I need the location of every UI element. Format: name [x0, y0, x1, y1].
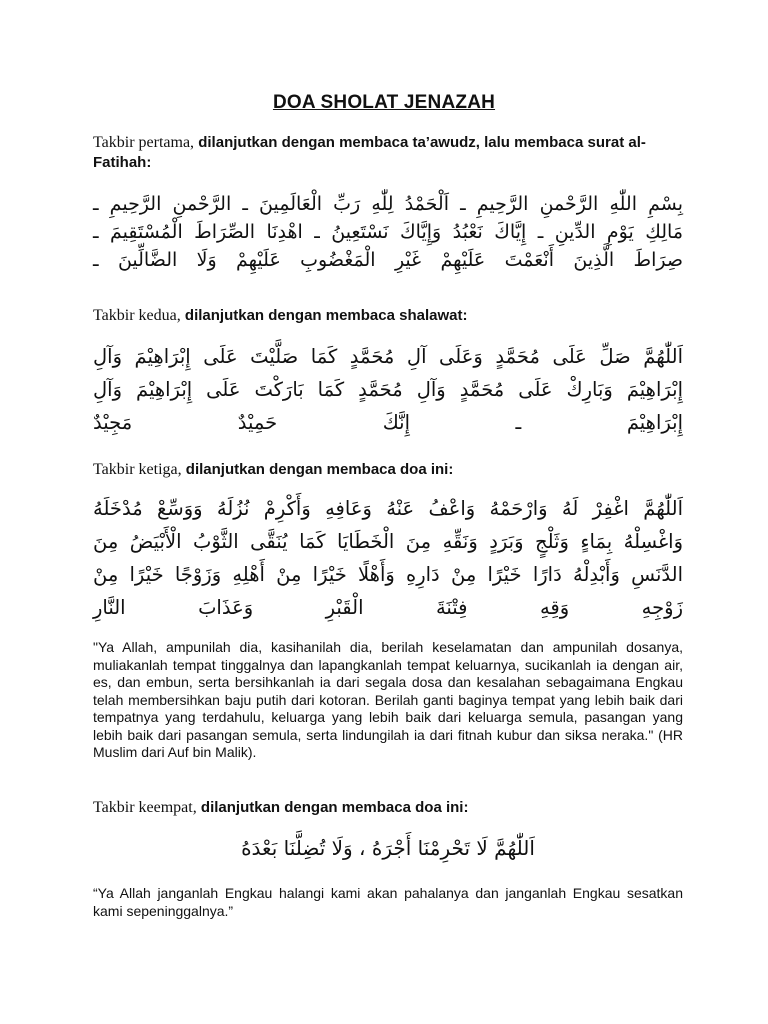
- arabic-line: اَللّٰهُمَّ لَا تَحْرِمْنَا أَجْرَهُ ، وَلَا تُضِلَّنَا بَعْدَهُ: [241, 836, 535, 860]
- takbir-pertama-instruction: dilanjutkan dengan membaca ta’awudz, lalu membaca surat al-Fatihah:: [93, 134, 646, 171]
- takbir-ketiga-instruction: dilanjutkan dengan membaca doa ini:: [181, 461, 454, 478]
- arabic-line: اَللّٰهُمَّ صَلِّ عَلَى مُحَمَّدٍ وَعَلَى آلِ مُحَمَّدٍ كَمَا صَلَّيْتَ عَلَى إِبْرَاهِيْمَ وَآلِ: [93, 345, 683, 368]
- takbir-kedua-heading: [93, 306, 683, 326]
- takbir-kedua-label: Takbir kedua,: [93, 307, 181, 324]
- page-title: DOA SHOLAT JENAZAH: [272, 92, 496, 113]
- takbir-kedua-instruction: dilanjutkan dengan membaca shalawat:: [180, 307, 468, 324]
- arabic-line: إِبْرَاهِيْمَ وَبَارِكْ عَلَى مُحَمَّدٍ وَآلِ مُحَمَّدٍ كَمَا بَارَكْتَ عَلَى إِبْرَاهِيْمَ وَآلِ: [93, 378, 683, 401]
- arabic-line: صِرَاطَ الَّذِينَ أَنْعَمْتَ عَلَيْهِمْ غَيْرِ الْمَغْضُوبِ عَلَيْهِمْ وَلَا الضَّالِّينَ ـ: [93, 249, 683, 271]
- doa-keempat-arabic: [93, 831, 683, 865]
- takbir-ketiga-heading: [93, 460, 683, 480]
- doa-keempat-translation: “Ya Allah janganlah Engkau halangi kami akan pahalanya dan janganlah Engkau sesatkan kami sepeninggalnya.”: [93, 885, 683, 919]
- takbir-ketiga-label: Takbir ketiga,: [93, 461, 182, 478]
- doa-ketiga-translation: "Ya Allah, ampunilah dia, kasihanilah dia, berilah keselamatan dan ampunilah dosanya, muliakanlah tempat tinggalnya dan lapangkanlah tempat keluarnya, sucikanlah ia dengan air, es, dan embun, serta bersihkanlah ia dari segala dosa dan kesalahan sebagaimana Engkau telah membersihkan baju putih dari kotoran. Berilah ganti baginya tempat yang lebih baik dari tempatnya yang terdahulu, keluarga yang lebih baik dari keluarga semula, pasangan yang lebih baik dari pasangan semula, serta lindungilah ia dari fitnah kubur dan siksa neraka." (HR Muslim dari Auf bin Malik).: [93, 639, 683, 760]
- arabic-line: اَللّٰهُمَّ اغْفِرْ لَهُ وَارْحَمْهُ وَاعْفُ عَنْهُ وَعَافِهِ وَأَكْرِمْ نُزُلَهُ وَوَسِّعْ مُدْخَلَهُ: [93, 497, 683, 520]
- takbir-keempat-instruction: dilanjutkan dengan membaca doa ini:: [196, 799, 469, 816]
- takbir-pertama-heading: [93, 133, 683, 173]
- arabic-line: بِسْمِ اللّٰهِ الرَّحْمنِ الرَّحِيمِ ـ اَلْحَمْدُ لِلّٰهِ رَبِّ الْعَالَمِينَ ـ الرَّحْمنِ الرَّحِيمِ ـ: [93, 193, 683, 215]
- arabic-line: الدَّنَسِ وَأَبْدِلْهُ دَارًا خَيْرًا مِنْ دَارِهِ وَأَهْلًا خَيْرًا مِنْ أَهْلِهِ وَزَوْجًا خَيْرًا مِنْ: [93, 563, 683, 586]
- arabic-line: زَوْجِهِ وَقِهِ فِتْنَةَ الْقَبْرِ وَعَذَابَ النَّارِ: [93, 596, 683, 619]
- shalawat-arabic: [93, 340, 683, 439]
- takbir-keempat-heading: [93, 798, 683, 818]
- doa-ketiga-arabic: [93, 492, 683, 624]
- arabic-line: وَاغْسِلْهُ بِمَاءٍ وَثَلْجٍ وَبَرَدٍ وَنَقِّهِ مِنَ الْخَطَايَا كَمَا يُنَقَّى الثَّوْبُ الْأَبْيَضُ مِنَ: [93, 530, 683, 553]
- takbir-keempat-label: Takbir keempat,: [93, 799, 197, 816]
- takbir-pertama-label: Takbir pertama,: [93, 134, 195, 151]
- al-fatihah-arabic: [93, 190, 683, 274]
- arabic-line: إِبْرَاهِيْمَ ـ إِنَّكَ حَمِيْدٌ مَجِيْدٌ: [93, 411, 683, 434]
- arabic-line: مَالِكِ يَوْمِ الدِّينِ ـ إِيَّاكَ نَعْبُدُ وَإِيَّاكَ نَسْتَعِينُ ـ اهْدِنَا الصِّرَاطَ الْمُسْتَقِيمَ ـ: [93, 221, 683, 243]
